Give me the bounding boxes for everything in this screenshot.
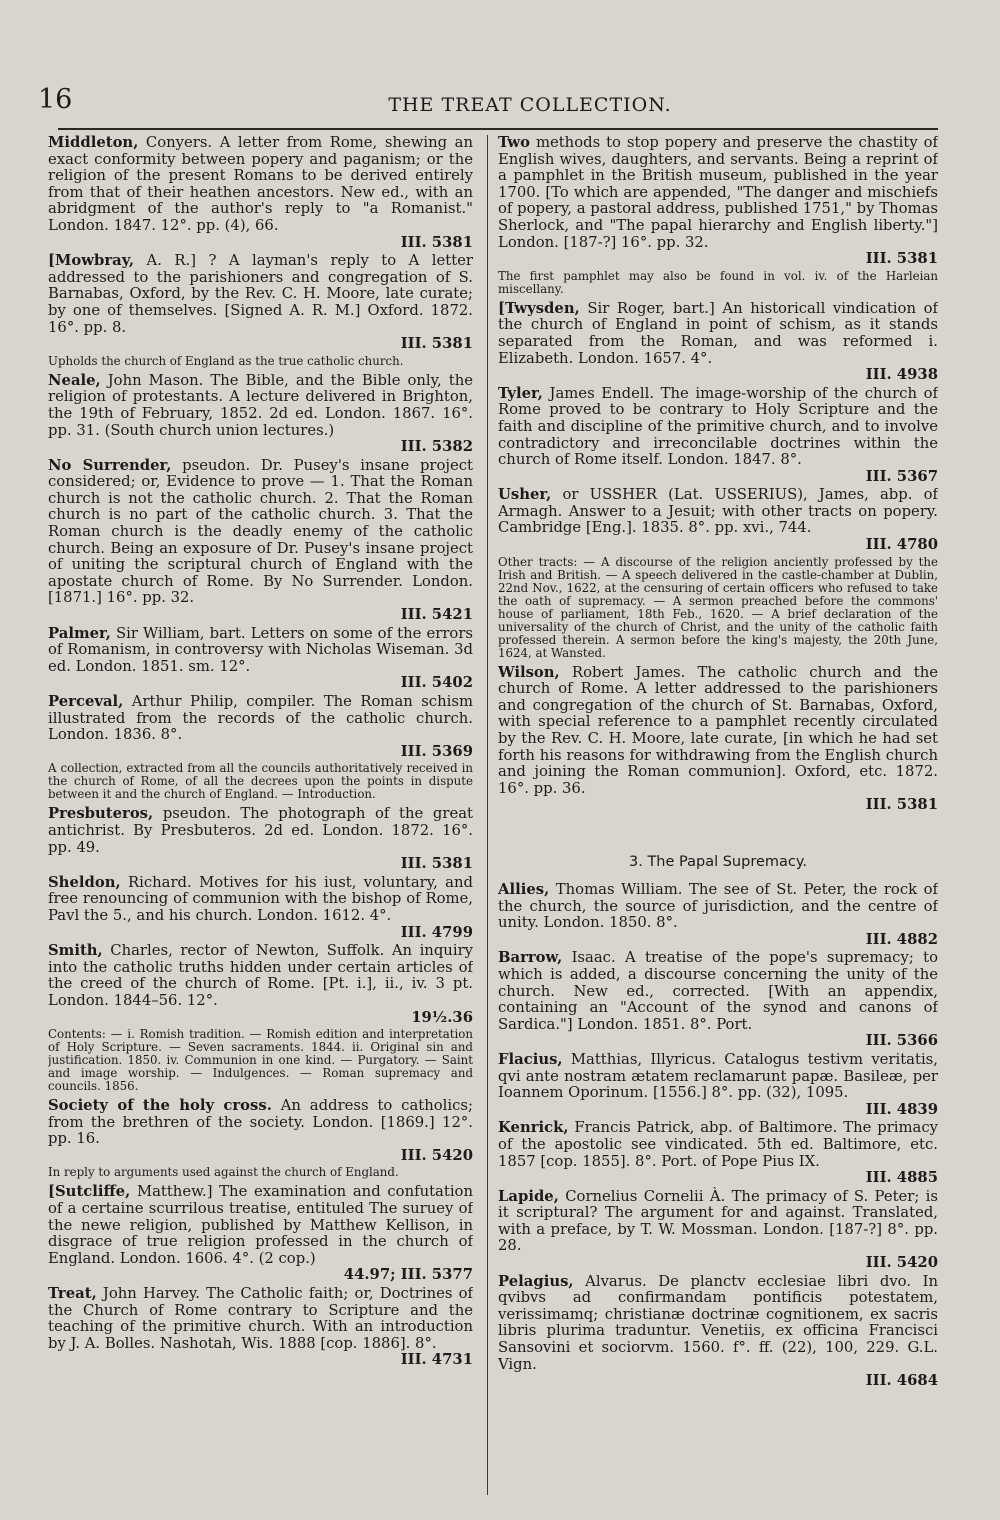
entry-headword: Barrow, xyxy=(498,949,563,967)
call-number: III. 5420 xyxy=(865,1254,938,1272)
entry-text: Isaac. A treatise of the pope's supremacy; to which is added, a discourse concerning the unity of the church. New ed., corrected. [With an appendix, containing an "Account of the synod and canons of Sardica."] London. 1851. 8°. Port. xyxy=(498,949,938,1033)
call-number: III. 4780 xyxy=(865,536,938,554)
entry-text: Conyers. A letter from Rome, shewing an exact conformity between popery and paganism; or the religion of the present Romans to be derived entirely from that of their heathen ancestors. New ed., with an abridgment of the author's reply to "a Romanist." London. 1847. 12°. pp. (4), 66. xyxy=(48,135,473,234)
right-column xyxy=(498,135,938,1392)
call-number: III. 4684 xyxy=(865,1372,938,1390)
entry-text: An address to catholics; from the brethren of the society. London. [1869.] 12°. pp. 16. xyxy=(48,1097,473,1148)
entry-text: Thomas William. The see of St. Peter, the rock of the church, the source of jurisdiction, and the centre of unity. London. 1850. 8°. xyxy=(498,881,938,932)
left-column xyxy=(48,135,473,1371)
call-number: III. 5369 xyxy=(400,742,473,760)
call-number: III. 5381 xyxy=(865,796,938,814)
catalog-entry xyxy=(498,1274,938,1390)
entry-text: Matthias, Illyricus. Catalogus testivm veritatis, qvi ante nostram ætatem reclamarunt papæ. Basileæ, per Ioannem Oporinum. [1556.] 8°. pp. (32), 1095. xyxy=(498,1050,938,1102)
entry-text: Richard. Motives for his iust, voluntary, and free renouncing of communion with the bishop of Rome, Pavl the 5., and his church. London. 1612. 4°. xyxy=(48,873,473,924)
entry-text: Arthur Philip, compiler. The Roman schism illustrated from the records of the catholic church. London. 1836. 8°. xyxy=(48,693,473,744)
catalog-entry xyxy=(48,626,473,692)
entry-text: James Endell. The image-worship of the church of Rome proved to be contrary to Holy Scripture and the faith and discipline of the primitive church, and to involve contradictory and irreconcilable doctrines within the church of Rome itself. London. 1847. 8°. xyxy=(498,384,938,469)
column-divider xyxy=(487,135,488,1495)
entry-headword: Usher, xyxy=(498,486,552,504)
catalog-entry xyxy=(498,665,938,814)
entry-text: Cornelius Cornelii À. The primacy of S. Peter; is it scriptural? The argument for and against. Translated, with a preface, by T. W. Mossman. London. [187-?] 8°. pp. 28. xyxy=(498,1187,938,1255)
call-number: 19½.36 xyxy=(411,1008,473,1026)
catalog-entry xyxy=(48,1098,473,1164)
catalog-entry xyxy=(48,1184,473,1284)
catalog-entry xyxy=(48,253,473,353)
entry-headword: Treat, xyxy=(48,1285,97,1303)
catalog-entry xyxy=(48,875,473,941)
entry-text: John Harvey. The Catholic faith; or, Doctrines of the Church of Rome contrary to Scripture and the teaching of the primitive church. With an introduction by J. A. Bolles. Nashotah, Wis. 1888 [cop. 1886]. 8°. xyxy=(48,1285,473,1352)
catalog-entry xyxy=(498,1052,938,1118)
entry-headword: Society of the holy cross. xyxy=(48,1097,272,1115)
catalog-entry xyxy=(48,943,473,1026)
entry-headword: Flacius, xyxy=(498,1050,563,1068)
catalog-entry xyxy=(498,1189,938,1272)
entry-headword: Tyler, xyxy=(498,384,543,402)
call-number: III. 5421 xyxy=(400,606,473,624)
entry-note: A collection, extracted from all the councils authoritatively received in the church of Rome, of all the decrees upon the points in dispute between it and the church of England. — Introduction. xyxy=(48,761,473,802)
call-number: III. 4938 xyxy=(865,366,938,384)
right-entries xyxy=(498,135,938,814)
entry-headword: Kenrick, xyxy=(498,1119,569,1137)
call-number: III. 4882 xyxy=(865,930,938,948)
entry-text: Alvarus. De planctv ecclesiae libri dvo. In qvibvs ad confirmandam pontificis potestatem, verissimamq; christianæ doctrinæ cognitionem, ex sacris libris plurima traduntur. Venetiis, ex officina Francisci Sansovini et sociorvm. 1560. f°. ff. (22), 100, 229. G.L. Vign. xyxy=(498,1272,938,1373)
entry-headword: Pelagius, xyxy=(498,1272,574,1290)
catalog-entry xyxy=(498,950,938,1050)
page-title: THE TREAT COLLECTION. xyxy=(388,94,672,116)
entry-text: Francis Patrick, abp. of Baltimore. The primacy of the apostolic see vindicated. 5th ed. Baltimore, etc. 1857 [cop. 1855]. 8°. Port. of Pope Pius IX. xyxy=(498,1119,938,1170)
entry-text: methods to stop popery and preserve the chastity of English wives, daughters, and servants. Being a reprint of a pamphlet in the British museum, published in the year 1700. [To which are appended, "The danger and mischiefs of popery, a pastoral address, published 1751," by Thomas Sherlock, and "The papal hierarchy and English liberty."] London. [187-?] 16°. pp. 32. xyxy=(498,135,938,251)
entry-headword: Middleton, xyxy=(48,135,139,151)
call-number: III. 5381 xyxy=(400,855,473,873)
catalog-entry xyxy=(48,135,473,251)
entry-text: Sir William, bart. Letters on some of the errors of Romanism, in controversy with Nicholas Wiseman. 3d ed. London. 1851. sm. 12°. xyxy=(48,624,473,675)
entry-headword: Smith, xyxy=(48,942,103,960)
entry-headword: Sheldon, xyxy=(48,873,121,891)
entry-text: A. R.] ? A layman's reply to A letter addressed to the parishioners and congregation of S. Barnabas, Oxford, by the Rev. C. H. Moore, late curate; by one of themselves. [Signed A. R. M.] Oxford. 1872. 16°. pp. 8. xyxy=(48,252,473,336)
entry-headword: Presbuteros, xyxy=(48,805,154,823)
entry-note: Upholds the church of England as the true catholic church. xyxy=(48,353,404,368)
entry-text: Robert James. The catholic church and the church of Rome. A letter addressed to the parishioners and congregation of the church of St. Barnabas, Oxford, with special reference to a pamphlet recently circulated by the Rev. C. H. Moore, late curate, [in which he had set forth his reasons for withdrawing from the English church and joining the Roman communion]. Oxford, etc. 1872. 16°. pp. 36. xyxy=(498,663,938,797)
entry-headword: [Mowbray, xyxy=(48,252,135,270)
call-number: III. 5402 xyxy=(400,674,473,692)
call-number: III. 5366 xyxy=(865,1032,938,1050)
catalog-entry xyxy=(498,487,938,553)
catalog-entry xyxy=(48,806,473,872)
call-number: III. 5381 xyxy=(865,250,938,268)
call-number: III. 5381 xyxy=(400,233,473,251)
entry-headword: No Surrender, xyxy=(48,456,172,474)
call-number: III. 5382 xyxy=(400,438,473,456)
entry-headword: Palmer, xyxy=(48,624,111,642)
entry-headword: Allies, xyxy=(498,881,550,898)
call-number: 44.97; III. 5377 xyxy=(343,1266,473,1284)
entry-text: or USSHER (Lat. USSERIUS), James, abp. of Armagh. Answer to a Jesuit; with other tracts on popery. Cambridge [Eng.]. 1835. 8°. pp. xvi., 744. xyxy=(498,486,938,537)
entry-text: pseudon. Dr. Pusey's insane project considered; or, Evidence to prove — 1. That the Roman church is not the catholic church. 2. That the Roman church is no part of the catholic church. 3. That the Roman church is the deadly enemy of the catholic church. Being an exposure of Dr. Pusey's insane project of uniting the scriptural church of England with the apostate church of Rome. By No Surrender. London. [1871.] 16°. pp. 32. xyxy=(48,456,473,607)
entry-note: Contents: — i. Romish tradition. — Romish edition and interpretation of Holy Scripture. — Seven sacraments. 1844. ii. Original sin and justification. 1850. iv. Communion in one kind. — Purgatory. — Saint and image worship. — Indulgences. — Roman supremacy and councils. 1856. xyxy=(48,1027,473,1094)
entry-text: pseudon. The photograph of the great antichrist. By Presbuteros. 2d ed. London. 1872. 16°. pp. 49. xyxy=(48,805,473,856)
call-number: III. 4731 xyxy=(400,1351,473,1369)
catalog-entry xyxy=(498,882,938,948)
entry-headword: Lapide, xyxy=(498,1187,559,1205)
entry-note: The first pamphlet may also be found in vol. iv. of the Harleian miscellany. xyxy=(498,268,938,296)
catalog-entry xyxy=(498,1120,938,1186)
entry-text: Sir Roger, bart.] An historicall vindication of the church of England in point of schism, as it stands separated from the Roman, and was reformed i. Elizabeth. London. 1657. 4°. xyxy=(498,299,938,367)
call-number: III. 4839 xyxy=(865,1100,938,1118)
entry-headword: Perceval, xyxy=(48,693,124,710)
catalog-entry xyxy=(498,135,938,268)
entry-text: Matthew.] The examination and confutation of a certaine scurrilous treatise, entituled The suruey of the newe religion, published by Matthew Kellison, in disgrace of true religion professed in the church of England. London. 1606. 4°. (2 cop.) xyxy=(48,1183,473,1267)
call-number: III. 4799 xyxy=(400,923,473,941)
catalog-entry xyxy=(48,694,473,760)
entry-text: John Mason. The Bible, and the Bible only, the religion of protestants. A lecture delivered in Brighton, the 19th of February, 1852. 2d ed. London. 1867. 16°. pp. 31. (South church union lectures.) xyxy=(48,371,473,439)
call-number: III. 4885 xyxy=(865,1169,938,1187)
call-number: III. 5420 xyxy=(400,1146,473,1164)
entry-headword: [Sutcliffe, xyxy=(48,1183,131,1201)
entry-headword: Neale, xyxy=(48,371,101,389)
entry-note: In reply to arguments used against the church of England. xyxy=(48,1165,399,1180)
catalog-entry xyxy=(48,373,473,456)
header-rule xyxy=(58,128,938,130)
call-number: III. 5381 xyxy=(400,335,473,353)
section-entries xyxy=(498,882,938,1390)
entry-note: Other tracts: — A discourse of the religion anciently professed by the Irish and British. — A speech delivered in the castle-chamber at Dublin, 22nd Nov., 1622, at the censuring of certain officers who refused to take the oath of supremacy. — A sermon preached before the commons' house of parliament, 18th Feb., 1620. — A brief declaration of the universality of the church of Christ, and the unity of the catholic faith professed therein. A sermon before the king's majesty, the 20th June, 1624, at Wansted. xyxy=(498,554,938,660)
entry-text: Charles, rector of Newton, Suffolk. An inquiry into the catholic truths hidden under certain articles of the creed of the church of Rome. [Pt. i.], ii., iv. 3 pt. London. 1844–56. 12°. xyxy=(48,942,473,1009)
catalog-entry xyxy=(498,386,938,486)
call-number: III. 5367 xyxy=(865,467,938,485)
entry-headword: Two xyxy=(498,135,530,151)
page-number: 16 xyxy=(38,84,73,115)
entry-headword: Wilson, xyxy=(498,663,560,681)
catalog-entry xyxy=(498,301,938,384)
section-heading: 3. The Papal Supremacy. xyxy=(629,854,807,870)
catalog-entry xyxy=(48,458,473,624)
entry-headword: [Twysden, xyxy=(498,299,580,317)
catalog-entry xyxy=(48,1286,473,1369)
